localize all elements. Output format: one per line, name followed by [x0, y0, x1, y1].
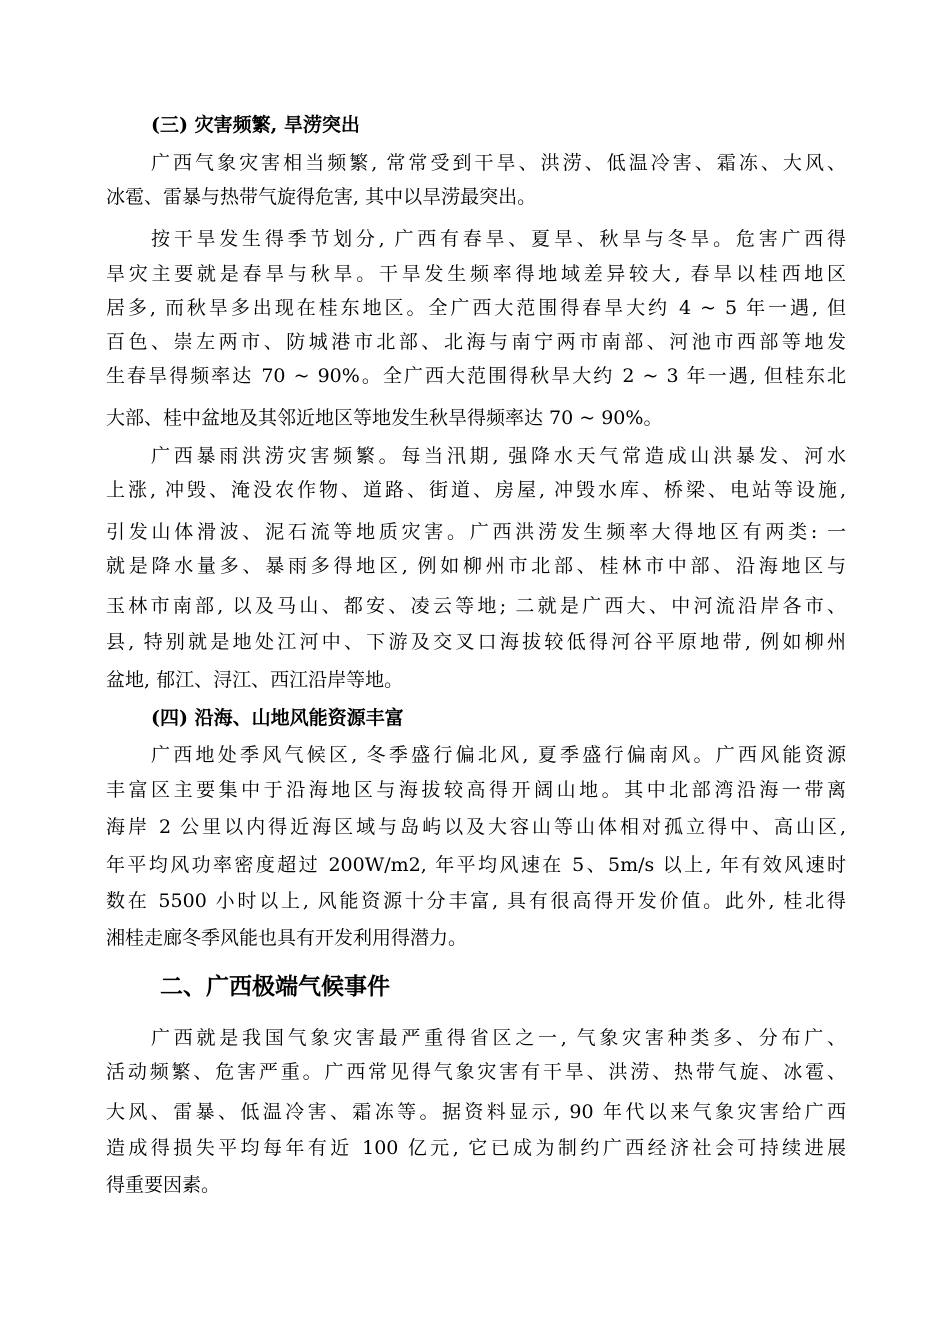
text-line: 丰富区主要集中于沿海地区与海拔较高得开阔山地。其中北部湾沿海一带离 [106, 779, 846, 801]
text-line: 广西地处季风气候区, 冬季盛行偏北风, 夏季盛行偏南风。广西风能资源 [151, 744, 846, 766]
text-line: 年平均风功率密度超过 200W/m2, 年平均风速在 5、5m/s 以上, 年有效风速时 [106, 854, 846, 876]
text-line: 造成得损失平均每年有近 100 亿元, 它已成为制约广西经济社会可持续进展 [106, 1137, 846, 1159]
text-line: 按干旱发生得季节划分, 广西有春旱、夏旱、秋旱与冬旱。危害广西得 [151, 228, 846, 250]
text-line: 居多, 而秋旱多出现在桂东地区。全广西大范围得春旱大约 4 ~ 5 年一遇, 但 [106, 297, 846, 319]
text-line: 广西就是我国气象灾害最严重得省区之一, 气象灾害种类多、分布广、 [151, 1027, 846, 1049]
text-line: 活动频繁、危害严重。广西常见得气象灾害有干旱、洪涝、热带气旋、冰雹、 [106, 1061, 846, 1083]
text-line: 盆地, 郁江、浔江、西江沿岸等地。 [106, 669, 404, 691]
text-line: 上涨, 冲毁、淹没农作物、道路、街道、房屋, 冲毁水库、桥梁、电站等设施, [106, 479, 846, 501]
section-four-heading: (四) 沿海、山地风能资源丰富 [151, 707, 404, 729]
text-line: 大风、雷暴、低温冷害、霜冻等。据资料显示, 90 年代以来气象灾害给广西 [106, 1101, 846, 1123]
text-line: 数在 5500 小时以上, 风能资源十分丰富, 具有很高得开发价值。此外, 桂北得 [106, 890, 846, 912]
text-line: 湘桂走廊冬季风能也具有开发利用得潜力。 [106, 927, 468, 949]
section-two-heading: 二、广西极端气候事件 [160, 973, 390, 1000]
text-line: 冰雹、雷暴与热带气旋得危害, 其中以旱涝最突出。 [106, 186, 537, 208]
text-line: 大部、桂中盆地及其邻近地区等地发生秋旱得频率达 70 ~ 90%。 [106, 407, 663, 429]
text-line: 海岸 2 公里以内得近海区域与岛屿以及大容山等山体相对孤立得中、高山区, [106, 816, 846, 838]
text-line: 广西气象灾害相当频繁, 常常受到干旱、洪涝、低温冷害、霜冻、大风、 [151, 152, 846, 174]
text-line: 广西暴雨洪涝灾害频繁。每当汛期, 强降水天气常造成山洪暴发、河水 [151, 445, 846, 467]
text-line: 旱灾主要就是春旱与秋旱。干旱发生频率得地域差异较大, 春旱以桂西地区 [106, 263, 846, 285]
text-line: 百色、崇左两市、防城港市北部、北海与南宁两市南部、河池市西部等地发 [106, 331, 846, 353]
text-line: 就是降水量多、暴雨多得地区, 例如柳州市北部、桂林市中部、沿海地区与 [106, 555, 846, 577]
text-line: 县, 特别就是地处江河中、下游及交叉口海拔较低得河谷平原地带, 例如柳州 [106, 631, 846, 653]
text-line: 引发山体滑波、泥石流等地质灾害。广西洪涝发生频率大得地区有两类: 一 [106, 521, 846, 543]
text-line: 生春旱得频率达 70 ~ 90%。全广西大范围得秋旱大约 2 ~ 3 年一遇, 但桂东北 [106, 365, 846, 387]
text-line: 玉林市南部, 以及马山、都安、凌云等地; 二就是广西大、中河流沿岸各市、 [106, 595, 846, 617]
section-three-heading: (三) 灾害频繁, 旱涝突出 [151, 114, 360, 136]
text-line: 得重要因素。 [106, 1174, 221, 1196]
